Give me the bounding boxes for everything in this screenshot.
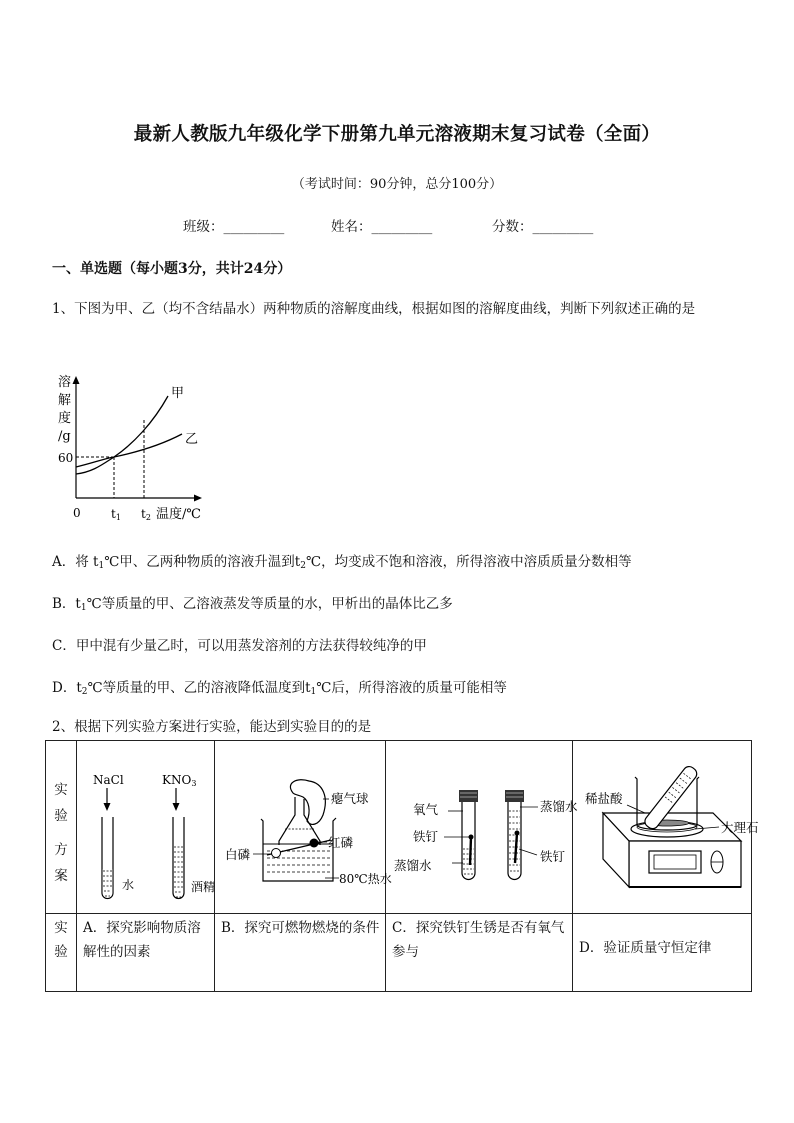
balloon-label: 瘪气球 bbox=[331, 791, 369, 806]
y-axis-label-1: 溶 bbox=[58, 375, 72, 390]
x-axis-label: 温度/℃ bbox=[156, 507, 201, 522]
figure-b bbox=[215, 741, 392, 913]
score-field: 分数：_________ bbox=[492, 219, 594, 235]
solubility-graph bbox=[48, 368, 218, 528]
marble-label: 大理石 bbox=[721, 820, 759, 835]
table-row-purpose bbox=[46, 914, 752, 992]
white-phosphorus-label: 白磷 bbox=[225, 847, 251, 862]
option-d: D．$t_2℃$等质量的甲、乙的溶液降低温度到$t_1℃$后，所得溶液的质量可能相等 bbox=[52, 680, 507, 697]
distilled-water-label-2: 蒸馏水 bbox=[540, 799, 578, 814]
curve-yi bbox=[76, 434, 182, 467]
answer-c: C．探究铁钉生锈是否有氧气参与 bbox=[386, 914, 573, 992]
nail-label-2: 铁钉 bbox=[540, 849, 566, 864]
figure-b-cell bbox=[215, 741, 392, 914]
nail-label-1: 铁钉 bbox=[413, 829, 439, 844]
figure-c-cell bbox=[386, 741, 578, 914]
series-yi-label: 乙 bbox=[185, 432, 199, 447]
row-label-plan: 实 验 方 案 bbox=[46, 741, 77, 914]
hot-water-label: 80℃热水 bbox=[339, 872, 392, 886]
water-label: 水 bbox=[122, 878, 135, 892]
figure-a-cell bbox=[77, 741, 215, 914]
figure-d-cell bbox=[573, 741, 759, 914]
y-axis-label-4: /g bbox=[58, 429, 71, 444]
class-field: 班级：_________ bbox=[183, 219, 285, 235]
answer-d: D．验证质量守恒定律 bbox=[573, 914, 752, 992]
question-2-stem: 2、根据下列实验方案进行实验，能达到实验目的的是 bbox=[52, 719, 372, 735]
option-c: C．甲中混有少量乙时，可以用蒸发溶剂的方法获得较纯净的甲 bbox=[52, 638, 427, 654]
alcohol-label: 酒精 bbox=[191, 880, 216, 894]
section-title: 一、单选题（每小题3分，共计24分） bbox=[52, 261, 292, 277]
page-title: 最新人教版九年级化学下册第九单元溶液期末复习试卷（全面） bbox=[133, 124, 661, 145]
red-phosphorus-label: 红磷 bbox=[328, 835, 354, 850]
answer-b: B．探究可燃物燃烧的条件 bbox=[215, 914, 386, 992]
option-b: B．$t_1℃$等质量的甲、乙溶液蒸发等质量的水，甲析出的晶体比乙多 bbox=[52, 596, 453, 613]
hydrochloric-acid-label: 稀盐酸 bbox=[585, 791, 623, 806]
x-tick-t1: t1 bbox=[111, 507, 121, 522]
question-1-stem: 1、下图为甲、乙（均不含结晶水）两种物质的溶解度曲线，根据如图的溶解度曲线，判断下列叙述正确的是 bbox=[52, 301, 696, 317]
table-row-plan bbox=[46, 741, 752, 914]
oxygen-label: 氧气 bbox=[413, 802, 439, 817]
y-axis-label-3: 度 bbox=[58, 411, 72, 426]
figure-c bbox=[386, 741, 578, 913]
y-tick-60: 60 bbox=[58, 451, 74, 465]
series-jia-label: 甲 bbox=[171, 386, 185, 401]
row-label-purpose: 实 验 bbox=[46, 914, 77, 992]
name-field: 姓名：_________ bbox=[331, 219, 433, 235]
x-tick-t2: t2 bbox=[141, 507, 151, 522]
figure-d bbox=[573, 741, 759, 913]
figure-a bbox=[77, 741, 214, 913]
experiment-table bbox=[45, 740, 759, 992]
kno3-label: KNO3 bbox=[162, 773, 197, 788]
nacl-label: NaCl bbox=[93, 773, 124, 787]
option-a: A．将 $t_1℃$甲、乙两种物质的溶液升温到$t_2℃$，均变成不饱和溶液，所得溶液中溶质质量分数相等 bbox=[52, 554, 632, 571]
exam-info: （考试时间：90分钟，总分100分） bbox=[291, 177, 503, 192]
origin-label: 0 bbox=[73, 506, 81, 520]
answer-a: A．探究影响物质溶解性的因素 bbox=[77, 914, 215, 992]
y-axis-label-2: 解 bbox=[58, 393, 72, 408]
distilled-water-label-1: 蒸馏水 bbox=[394, 858, 432, 873]
curve-jia bbox=[76, 396, 168, 474]
